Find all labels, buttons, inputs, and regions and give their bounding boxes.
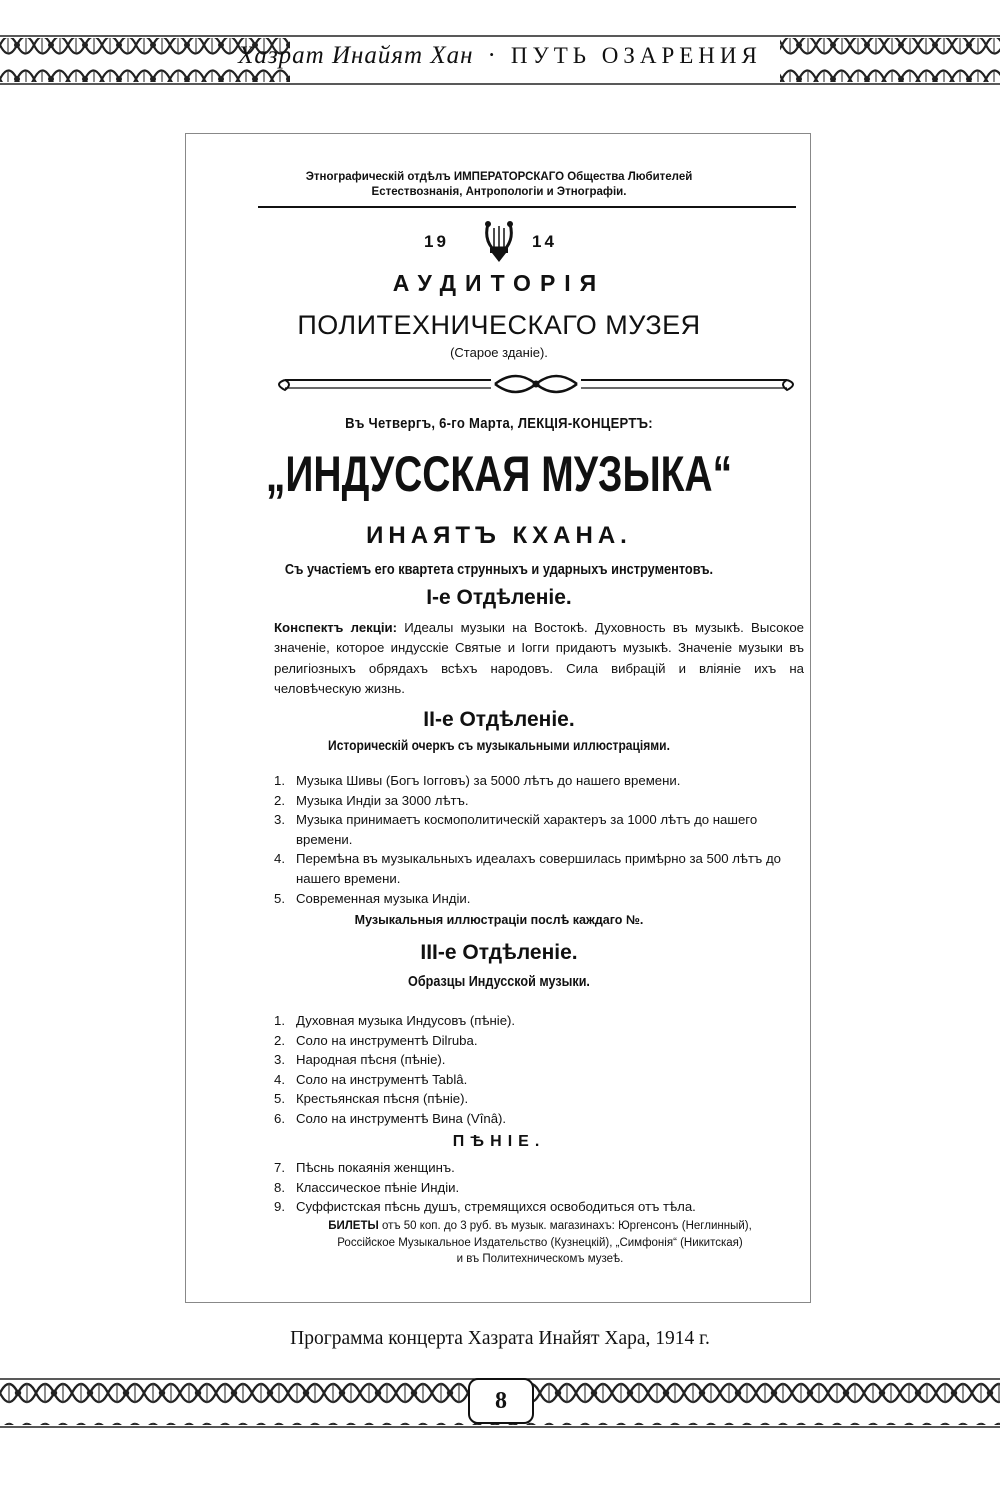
list-item: 1. Духовная музыка Индусовъ (пѣніе). xyxy=(274,1013,516,1028)
header-separator: · xyxy=(487,42,497,69)
list-item: 2. Музыка Индіи за 3000 лѣтъ. xyxy=(274,792,469,808)
page-header xyxy=(0,28,1000,98)
tickets-lead: БИЛЕТЫ xyxy=(328,1220,379,1232)
museum-heading: ПОЛИТЕХНИЧЕСКАГО МУЗЕЯ xyxy=(297,310,701,340)
section-2-subtitle: Историческій очеркъ съ музыкальными иллюстраціями. xyxy=(328,737,670,753)
tickets-info xyxy=(274,1218,806,1268)
list-item: 3. Музыка принимаетъ космополитическій характеръ за 1000 лѣтъ до нашего времени. xyxy=(274,812,758,847)
old-building-note: (Старое зданіе). xyxy=(450,345,548,360)
section-3-subtitle: Образцы Индусской музыки. xyxy=(408,973,590,990)
illustrations-note: Музыкальныя иллюстраціи послѣ каждаго №. xyxy=(354,913,644,927)
event-date: Въ Четвергъ, 6-го Марта, ЛЕКЦІЯ-КОНЦЕРТЪ: xyxy=(345,416,653,432)
divider xyxy=(258,206,796,208)
list-item: 5. Крестьянская пѣсня (пѣніе). xyxy=(274,1091,469,1107)
society-line-2: Естествознанія, Антропологіи и Этнографіи. xyxy=(371,186,627,198)
list-item: 2. Соло на инструментѣ Dilruba. xyxy=(274,1032,478,1048)
society-heading xyxy=(186,170,812,200)
section-3-list xyxy=(274,1011,804,1129)
auditorium-heading: АУДИТОРІЯ xyxy=(392,270,606,296)
section-1-body: Идеалы музыки на Востокѣ. Духовность въ музыкѣ. Высокое значеніе, которое индусскіе Святые и Іогги придаютъ музыкѣ. Значеніе музыки въ религіозныхъ обрядахъ всѣхъ народовъ. Сила вибрацій и вліяніе ихъ на человѣческую жизнь. xyxy=(274,620,804,697)
list-item: 1. Музыка Шивы (Богъ Іогговъ) за 5000 лѣтъ до нашего времени. xyxy=(274,773,681,788)
section-3-title: III-е Отдѣленіе. xyxy=(420,941,578,964)
concert-poster xyxy=(185,133,811,1303)
year-row xyxy=(186,220,812,260)
list-item: 7. Пѣснь покаянія женщинъ. xyxy=(274,1160,455,1175)
list-item: 4. Перемѣна въ музыкальныхъ идеалахъ совершилась примѣрно за 500 лѣтъ до нашего времени. xyxy=(274,851,781,886)
list-item: 9. Суффистская пѣснь душъ, стремящихся освободиться отъ тѣла. xyxy=(274,1199,696,1215)
lyre-emblem-icon xyxy=(482,220,516,264)
section-1-lead: Конспектъ лекціи: xyxy=(274,620,398,635)
list-item: 5. Современная музыка Индіи. xyxy=(274,890,471,906)
running-header xyxy=(0,42,1000,70)
figure-caption: Программа концерта Хазрата Инайят Хара, 1914 г. xyxy=(290,1328,710,1349)
section-2-list xyxy=(274,771,804,908)
singing-heading: ПѢНІЕ. xyxy=(452,1133,546,1150)
ornamental-flourish xyxy=(271,368,801,402)
section-1-title: I-е Отдѣленіе. xyxy=(426,586,572,609)
header-book-title: ПУТЬ ОЗАРЕНИЯ xyxy=(510,43,762,68)
singing-list xyxy=(274,1158,804,1217)
list-item: 6. Соло на инструментѣ Вина (Vînâ). xyxy=(274,1110,507,1126)
section-2-title: II-е Отдѣленіе. xyxy=(423,708,575,731)
list-item: 3. Народная пѣсня (пѣніе). xyxy=(274,1052,446,1068)
tickets-line-1: отъ 50 коп. до 3 руб. въ музык. магазинахъ: Юргенсонъ (Неглинный), xyxy=(378,1220,752,1232)
society-line-1: Этнографическій отдѣлъ ИМПЕРАТОРСКАГО Общества Любителей xyxy=(305,171,693,183)
tickets-line-3: и въ Политехническомъ музеѣ. xyxy=(456,1253,624,1265)
list-item: 8. Классическое пѣніе Индіи. xyxy=(274,1179,460,1195)
year-left: 19 xyxy=(424,232,449,251)
lecturer-name: ИНАЯТЪ КХАНА. xyxy=(366,522,632,549)
participation-note: Съ участіемъ его квартета струнныхъ и ударныхъ инструментовъ. xyxy=(284,562,714,578)
header-author: Хазрат Инайят Хан xyxy=(238,42,474,69)
list-item: 4. Соло на инструментѣ Tablâ. xyxy=(274,1071,468,1087)
year-right: 14 xyxy=(532,232,557,251)
tickets-line-2: Россійское Музыкальное Издательство (Кузнецкій), „Симфонія“ (Никитская) xyxy=(337,1236,743,1249)
section-1-text xyxy=(274,618,804,700)
page-number: 8 xyxy=(468,1378,534,1424)
lecture-title: „ИНДУССКАЯ МУЗЫКА“ xyxy=(265,446,733,502)
